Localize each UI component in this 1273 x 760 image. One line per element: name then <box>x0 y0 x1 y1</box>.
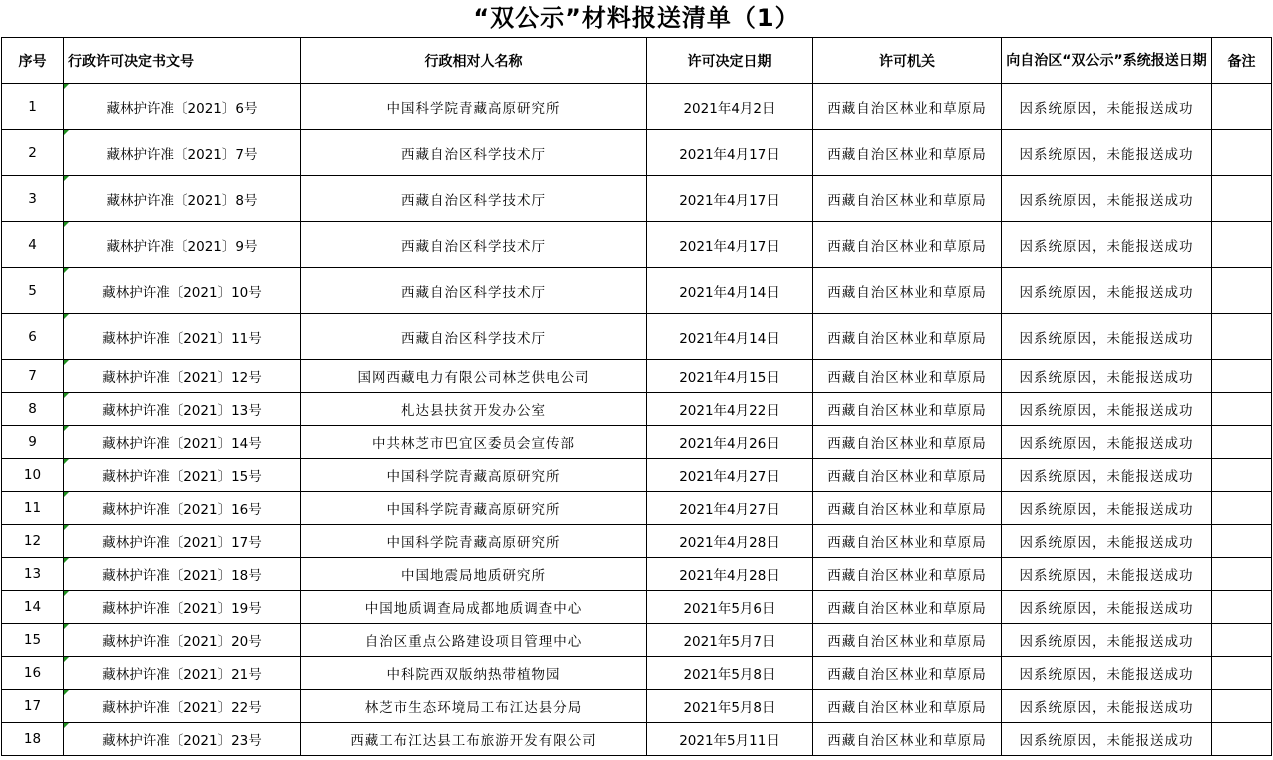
cell-index[interactable]: 12 <box>2 525 64 558</box>
cell-index[interactable]: 6 <box>2 314 64 360</box>
table-body <box>2 84 1272 756</box>
cell-date[interactable]: 2021年4月28日 <box>647 558 813 591</box>
cell-note[interactable] <box>1212 176 1272 222</box>
cell-doc-no[interactable]: 藏林护许准〔2021〕21号 <box>64 657 301 690</box>
cell-date[interactable]: 2021年5月8日 <box>647 690 813 723</box>
cell-report-status[interactable]: 因系统原因，未能报送成功 <box>1002 393 1212 426</box>
cell-report-status[interactable]: 因系统原因，未能报送成功 <box>1002 591 1212 624</box>
table-row <box>2 591 1272 624</box>
cell-party[interactable]: 西藏自治区科学技术厅 <box>301 176 647 222</box>
cell-date[interactable]: 2021年4月14日 <box>647 314 813 360</box>
table-row <box>2 723 1272 756</box>
cell-agency[interactable]: 西藏自治区林业和草原局 <box>813 492 1002 525</box>
cell-report-status[interactable]: 因系统原因，未能报送成功 <box>1002 360 1212 393</box>
cell-index[interactable]: 18 <box>2 723 64 756</box>
table-row <box>2 657 1272 690</box>
cell-note[interactable] <box>1212 591 1272 624</box>
cell-agency[interactable]: 西藏自治区林业和草原局 <box>813 591 1002 624</box>
cell-party[interactable]: 国网西藏电力有限公司林芝供电公司 <box>301 360 647 393</box>
cell-doc-no[interactable]: 藏林护许准〔2021〕19号 <box>64 591 301 624</box>
cell-index[interactable]: 1 <box>2 84 64 130</box>
cell-date[interactable]: 2021年4月17日 <box>647 222 813 268</box>
cell-index[interactable]: 4 <box>2 222 64 268</box>
cell-report-status[interactable]: 因系统原因，未能报送成功 <box>1002 492 1212 525</box>
cell-agency[interactable]: 西藏自治区林业和草原局 <box>813 657 1002 690</box>
cell-party[interactable]: 中国科学院青藏高原研究所 <box>301 492 647 525</box>
table-row <box>2 268 1272 314</box>
cell-note[interactable] <box>1212 624 1272 657</box>
cell-doc-no[interactable]: 藏林护许准〔2021〕8号 <box>64 176 301 222</box>
cell-date[interactable]: 2021年4月17日 <box>647 130 813 176</box>
table-row <box>2 176 1272 222</box>
table-row <box>2 84 1272 130</box>
cell-note[interactable] <box>1212 314 1272 360</box>
cell-party[interactable]: 中国地震局地质研究所 <box>301 558 647 591</box>
cell-index[interactable]: 8 <box>2 393 64 426</box>
cell-agency[interactable]: 西藏自治区林业和草原局 <box>813 268 1002 314</box>
cell-date[interactable]: 2021年4月17日 <box>647 176 813 222</box>
cell-index[interactable]: 3 <box>2 176 64 222</box>
cell-party[interactable]: 西藏工布江达县工布旅游开发有限公司 <box>301 723 647 756</box>
cell-report-status[interactable]: 因系统原因，未能报送成功 <box>1002 690 1212 723</box>
table-row <box>2 690 1272 723</box>
cell-report-status[interactable]: 因系统原因，未能报送成功 <box>1002 723 1212 756</box>
cell-report-status[interactable]: 因系统原因，未能报送成功 <box>1002 130 1212 176</box>
report-table <box>1 37 1272 756</box>
cell-agency[interactable]: 西藏自治区林业和草原局 <box>813 130 1002 176</box>
table-row <box>2 222 1272 268</box>
cell-note[interactable] <box>1212 558 1272 591</box>
cell-date[interactable]: 2021年4月27日 <box>647 492 813 525</box>
header-agency[interactable]: 许可机关 <box>813 38 1002 84</box>
cell-agency[interactable]: 西藏自治区林业和草原局 <box>813 426 1002 459</box>
cell-doc-no[interactable]: 藏林护许准〔2021〕7号 <box>64 130 301 176</box>
cell-party[interactable]: 西藏自治区科学技术厅 <box>301 222 647 268</box>
table-row <box>2 393 1272 426</box>
table-row <box>2 624 1272 657</box>
cell-index[interactable]: 17 <box>2 690 64 723</box>
cell-doc-no[interactable]: 藏林护许准〔2021〕18号 <box>64 558 301 591</box>
table-row <box>2 314 1272 360</box>
cell-report-status[interactable]: 因系统原因，未能报送成功 <box>1002 268 1212 314</box>
cell-doc-no[interactable]: 藏林护许准〔2021〕17号 <box>64 525 301 558</box>
cell-party[interactable]: 自治区重点公路建设项目管理中心 <box>301 624 647 657</box>
cell-report-status[interactable]: 因系统原因，未能报送成功 <box>1002 624 1212 657</box>
cell-doc-no[interactable]: 藏林护许准〔2021〕15号 <box>64 459 301 492</box>
cell-party[interactable]: 中国科学院青藏高原研究所 <box>301 459 647 492</box>
cell-date[interactable]: 2021年4月28日 <box>647 525 813 558</box>
cell-party[interactable]: 西藏自治区科学技术厅 <box>301 314 647 360</box>
cell-agency[interactable]: 西藏自治区林业和草原局 <box>813 393 1002 426</box>
cell-party[interactable]: 中国地质调查局成都地质调查中心 <box>301 591 647 624</box>
cell-index[interactable]: 2 <box>2 130 64 176</box>
cell-note[interactable] <box>1212 84 1272 130</box>
cell-note[interactable] <box>1212 525 1272 558</box>
header-report-date[interactable]: 向自治区“双公示”系统报送日期 <box>1002 38 1212 84</box>
cell-report-status[interactable]: 因系统原因，未能报送成功 <box>1002 84 1212 130</box>
cell-party[interactable]: 西藏自治区科学技术厅 <box>301 130 647 176</box>
cell-date[interactable]: 2021年4月27日 <box>647 459 813 492</box>
cell-party[interactable]: 中国科学院青藏高原研究所 <box>301 525 647 558</box>
cell-doc-no[interactable]: 藏林护许准〔2021〕6号 <box>64 84 301 130</box>
cell-note[interactable] <box>1212 459 1272 492</box>
cell-party[interactable]: 札达县扶贫开发办公室 <box>301 393 647 426</box>
cell-report-status[interactable]: 因系统原因，未能报送成功 <box>1002 176 1212 222</box>
cell-party[interactable]: 中共林芝市巴宜区委员会宣传部 <box>301 426 647 459</box>
cell-index[interactable]: 11 <box>2 492 64 525</box>
cell-index[interactable]: 14 <box>2 591 64 624</box>
cell-agency[interactable]: 西藏自治区林业和草原局 <box>813 314 1002 360</box>
cell-date[interactable]: 2021年4月26日 <box>647 426 813 459</box>
cell-agency[interactable]: 西藏自治区林业和草原局 <box>813 558 1002 591</box>
cell-index[interactable]: 13 <box>2 558 64 591</box>
cell-doc-no[interactable]: 藏林护许准〔2021〕10号 <box>64 268 301 314</box>
cell-agency[interactable]: 西藏自治区林业和草原局 <box>813 222 1002 268</box>
cell-agency[interactable]: 西藏自治区林业和草原局 <box>813 690 1002 723</box>
cell-note[interactable] <box>1212 492 1272 525</box>
cell-doc-no[interactable]: 藏林护许准〔2021〕20号 <box>64 624 301 657</box>
cell-note[interactable] <box>1212 130 1272 176</box>
cell-doc-no[interactable]: 藏林护许准〔2021〕23号 <box>64 723 301 756</box>
sheet-title: “双公示”材料报送清单（1） <box>473 4 800 32</box>
cell-agency[interactable]: 西藏自治区林业和草原局 <box>813 459 1002 492</box>
cell-date[interactable]: 2021年5月7日 <box>647 624 813 657</box>
cell-doc-no[interactable]: 藏林护许准〔2021〕9号 <box>64 222 301 268</box>
table-row <box>2 360 1272 393</box>
cell-date[interactable]: 2021年4月15日 <box>647 360 813 393</box>
cell-doc-no[interactable]: 藏林护许准〔2021〕14号 <box>64 426 301 459</box>
header-date[interactable]: 许可决定日期 <box>647 38 813 84</box>
table-row <box>2 558 1272 591</box>
header-row <box>2 38 1272 84</box>
cell-party[interactable]: 西藏自治区科学技术厅 <box>301 268 647 314</box>
cell-date[interactable]: 2021年5月6日 <box>647 591 813 624</box>
table-row <box>2 459 1272 492</box>
cell-party[interactable]: 林芝市生态环境局工布江达县分局 <box>301 690 647 723</box>
cell-party[interactable]: 中科院西双版纳热带植物园 <box>301 657 647 690</box>
table-row <box>2 492 1272 525</box>
cell-note[interactable] <box>1212 393 1272 426</box>
cell-report-status[interactable]: 因系统原因，未能报送成功 <box>1002 222 1212 268</box>
cell-index[interactable]: 15 <box>2 624 64 657</box>
cell-report-status[interactable]: 因系统原因，未能报送成功 <box>1002 525 1212 558</box>
cell-report-status[interactable]: 因系统原因，未能报送成功 <box>1002 657 1212 690</box>
cell-doc-no[interactable]: 藏林护许准〔2021〕13号 <box>64 393 301 426</box>
cell-report-status[interactable]: 因系统原因，未能报送成功 <box>1002 314 1212 360</box>
header-doc-no[interactable]: 行政许可决定书文号 <box>64 38 301 84</box>
cell-doc-no[interactable]: 藏林护许准〔2021〕22号 <box>64 690 301 723</box>
cell-agency[interactable]: 西藏自治区林业和草原局 <box>813 525 1002 558</box>
cell-date[interactable]: 2021年4月14日 <box>647 268 813 314</box>
cell-agency[interactable]: 西藏自治区林业和草原局 <box>813 84 1002 130</box>
cell-index[interactable]: 7 <box>2 360 64 393</box>
header-index[interactable]: 序号 <box>2 38 64 84</box>
cell-agency[interactable]: 西藏自治区林业和草原局 <box>813 360 1002 393</box>
cell-party[interactable]: 中国科学院青藏高原研究所 <box>301 84 647 130</box>
cell-index[interactable]: 9 <box>2 426 64 459</box>
cell-date[interactable]: 2021年5月11日 <box>647 723 813 756</box>
cell-note[interactable] <box>1212 657 1272 690</box>
cell-report-status[interactable]: 因系统原因，未能报送成功 <box>1002 558 1212 591</box>
cell-note[interactable] <box>1212 360 1272 393</box>
cell-date[interactable]: 2021年4月2日 <box>647 84 813 130</box>
cell-date[interactable]: 2021年4月22日 <box>647 393 813 426</box>
table-row <box>2 525 1272 558</box>
cell-note[interactable] <box>1212 723 1272 756</box>
table-row <box>2 426 1272 459</box>
cell-doc-no[interactable]: 藏林护许准〔2021〕16号 <box>64 492 301 525</box>
cell-agency[interactable]: 西藏自治区林业和草原局 <box>813 624 1002 657</box>
cell-index[interactable]: 5 <box>2 268 64 314</box>
cell-agency[interactable]: 西藏自治区林业和草原局 <box>813 723 1002 756</box>
cell-report-status[interactable]: 因系统原因，未能报送成功 <box>1002 426 1212 459</box>
cell-index[interactable]: 10 <box>2 459 64 492</box>
cell-note[interactable] <box>1212 268 1272 314</box>
cell-note[interactable] <box>1212 222 1272 268</box>
cell-doc-no[interactable]: 藏林护许准〔2021〕12号 <box>64 360 301 393</box>
cell-index[interactable]: 16 <box>2 657 64 690</box>
cell-note[interactable] <box>1212 690 1272 723</box>
cell-report-status[interactable]: 因系统原因，未能报送成功 <box>1002 459 1212 492</box>
cell-date[interactable]: 2021年5月8日 <box>647 657 813 690</box>
cell-note[interactable] <box>1212 426 1272 459</box>
header-party[interactable]: 行政相对人名称 <box>301 38 647 84</box>
table-row <box>2 130 1272 176</box>
cell-doc-no[interactable]: 藏林护许准〔2021〕11号 <box>64 314 301 360</box>
header-note[interactable]: 备注 <box>1212 38 1272 84</box>
cell-agency[interactable]: 西藏自治区林业和草原局 <box>813 176 1002 222</box>
